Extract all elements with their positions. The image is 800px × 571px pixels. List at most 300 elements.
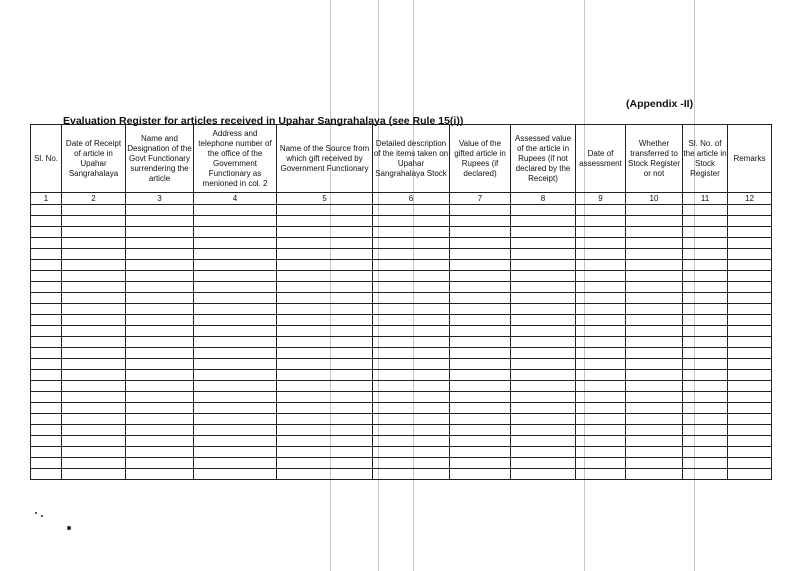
table-cell[interactable] xyxy=(576,216,626,227)
table-cell[interactable] xyxy=(576,425,626,436)
table-cell[interactable] xyxy=(511,271,576,282)
table-cell[interactable] xyxy=(62,260,126,271)
table-cell[interactable] xyxy=(31,436,62,447)
table-cell[interactable] xyxy=(126,304,194,315)
table-cell[interactable] xyxy=(194,249,277,260)
table-cell[interactable] xyxy=(373,304,450,315)
table-cell[interactable] xyxy=(576,469,626,480)
table-cell[interactable] xyxy=(194,348,277,359)
table-cell[interactable] xyxy=(277,205,373,216)
table-cell[interactable] xyxy=(277,216,373,227)
table-cell[interactable] xyxy=(511,315,576,326)
table-cell[interactable] xyxy=(277,414,373,425)
table-cell[interactable] xyxy=(62,381,126,392)
table-cell[interactable] xyxy=(126,271,194,282)
table-cell[interactable] xyxy=(31,447,62,458)
table-cell[interactable] xyxy=(626,205,683,216)
table-cell[interactable] xyxy=(62,271,126,282)
table-cell[interactable] xyxy=(576,282,626,293)
table-cell[interactable] xyxy=(373,205,450,216)
table-cell[interactable] xyxy=(126,436,194,447)
table-cell[interactable] xyxy=(194,392,277,403)
table-cell[interactable] xyxy=(277,436,373,447)
table-cell[interactable] xyxy=(277,260,373,271)
table-cell[interactable] xyxy=(31,315,62,326)
table-cell[interactable] xyxy=(511,359,576,370)
table-cell[interactable] xyxy=(511,205,576,216)
table-cell[interactable] xyxy=(126,238,194,249)
table-cell[interactable] xyxy=(576,436,626,447)
table-cell[interactable] xyxy=(511,304,576,315)
table-cell[interactable] xyxy=(277,359,373,370)
table-cell[interactable] xyxy=(126,392,194,403)
table-cell[interactable] xyxy=(683,326,728,337)
table-cell[interactable] xyxy=(511,216,576,227)
table-cell[interactable] xyxy=(728,304,772,315)
table-cell[interactable] xyxy=(194,381,277,392)
table-cell[interactable] xyxy=(373,271,450,282)
table-cell[interactable] xyxy=(126,249,194,260)
table-cell[interactable] xyxy=(511,392,576,403)
table-cell[interactable] xyxy=(31,205,62,216)
table-cell[interactable] xyxy=(450,227,511,238)
table-cell[interactable] xyxy=(511,458,576,469)
table-cell[interactable] xyxy=(511,403,576,414)
table-cell[interactable] xyxy=(511,293,576,304)
table-cell[interactable] xyxy=(62,205,126,216)
table-cell[interactable] xyxy=(683,381,728,392)
table-cell[interactable] xyxy=(126,359,194,370)
table-cell[interactable] xyxy=(277,403,373,414)
table-cell[interactable] xyxy=(194,414,277,425)
table-cell[interactable] xyxy=(277,227,373,238)
table-cell[interactable] xyxy=(194,403,277,414)
table-cell[interactable] xyxy=(194,447,277,458)
table-cell[interactable] xyxy=(728,216,772,227)
table-cell[interactable] xyxy=(450,337,511,348)
table-cell[interactable] xyxy=(683,249,728,260)
table-cell[interactable] xyxy=(576,370,626,381)
table-cell[interactable] xyxy=(626,304,683,315)
table-cell[interactable] xyxy=(626,436,683,447)
table-cell[interactable] xyxy=(576,260,626,271)
table-cell[interactable] xyxy=(511,348,576,359)
table-cell[interactable] xyxy=(728,293,772,304)
table-cell[interactable] xyxy=(194,216,277,227)
table-cell[interactable] xyxy=(683,469,728,480)
table-cell[interactable] xyxy=(194,260,277,271)
table-cell[interactable] xyxy=(373,436,450,447)
table-cell[interactable] xyxy=(373,425,450,436)
table-cell[interactable] xyxy=(277,238,373,249)
table-cell[interactable] xyxy=(277,348,373,359)
table-cell[interactable] xyxy=(626,260,683,271)
table-cell[interactable] xyxy=(450,216,511,227)
table-cell[interactable] xyxy=(62,249,126,260)
table-cell[interactable] xyxy=(277,304,373,315)
table-cell[interactable] xyxy=(511,414,576,425)
table-cell[interactable] xyxy=(31,359,62,370)
table-cell[interactable] xyxy=(450,458,511,469)
table-cell[interactable] xyxy=(126,205,194,216)
table-cell[interactable] xyxy=(62,392,126,403)
table-cell[interactable] xyxy=(373,403,450,414)
table-cell[interactable] xyxy=(373,293,450,304)
table-cell[interactable] xyxy=(683,436,728,447)
table-cell[interactable] xyxy=(576,458,626,469)
table-cell[interactable] xyxy=(373,249,450,260)
table-cell[interactable] xyxy=(126,425,194,436)
table-cell[interactable] xyxy=(683,414,728,425)
table-cell[interactable] xyxy=(626,282,683,293)
table-cell[interactable] xyxy=(194,315,277,326)
table-cell[interactable] xyxy=(31,227,62,238)
table-cell[interactable] xyxy=(450,359,511,370)
table-cell[interactable] xyxy=(683,293,728,304)
table-cell[interactable] xyxy=(511,282,576,293)
table-cell[interactable] xyxy=(511,469,576,480)
table-cell[interactable] xyxy=(62,238,126,249)
table-cell[interactable] xyxy=(277,447,373,458)
table-cell[interactable] xyxy=(450,271,511,282)
table-cell[interactable] xyxy=(62,370,126,381)
table-cell[interactable] xyxy=(576,304,626,315)
table-cell[interactable] xyxy=(373,282,450,293)
table-cell[interactable] xyxy=(626,447,683,458)
table-cell[interactable] xyxy=(728,425,772,436)
table-cell[interactable] xyxy=(683,205,728,216)
table-cell[interactable] xyxy=(728,436,772,447)
table-cell[interactable] xyxy=(277,249,373,260)
table-cell[interactable] xyxy=(126,469,194,480)
table-cell[interactable] xyxy=(683,370,728,381)
table-cell[interactable] xyxy=(683,304,728,315)
table-cell[interactable] xyxy=(626,293,683,304)
table-cell[interactable] xyxy=(194,469,277,480)
table-cell[interactable] xyxy=(126,458,194,469)
table-cell[interactable] xyxy=(194,304,277,315)
table-cell[interactable] xyxy=(728,315,772,326)
table-cell[interactable] xyxy=(728,271,772,282)
table-cell[interactable] xyxy=(450,469,511,480)
table-cell[interactable] xyxy=(576,227,626,238)
table-cell[interactable] xyxy=(126,315,194,326)
table-cell[interactable] xyxy=(576,326,626,337)
table-cell[interactable] xyxy=(373,315,450,326)
table-cell[interactable] xyxy=(626,458,683,469)
table-cell[interactable] xyxy=(626,216,683,227)
table-cell[interactable] xyxy=(576,381,626,392)
table-cell[interactable] xyxy=(626,326,683,337)
table-cell[interactable] xyxy=(728,227,772,238)
table-cell[interactable] xyxy=(62,447,126,458)
table-cell[interactable] xyxy=(450,304,511,315)
table-cell[interactable] xyxy=(373,392,450,403)
table-cell[interactable] xyxy=(626,348,683,359)
table-cell[interactable] xyxy=(728,348,772,359)
table-cell[interactable] xyxy=(31,403,62,414)
table-cell[interactable] xyxy=(683,359,728,370)
table-cell[interactable] xyxy=(62,216,126,227)
table-cell[interactable] xyxy=(126,348,194,359)
table-cell[interactable] xyxy=(373,447,450,458)
table-cell[interactable] xyxy=(277,315,373,326)
table-cell[interactable] xyxy=(683,392,728,403)
table-cell[interactable] xyxy=(683,403,728,414)
table-cell[interactable] xyxy=(194,238,277,249)
table-cell[interactable] xyxy=(576,359,626,370)
table-cell[interactable] xyxy=(277,392,373,403)
table-cell[interactable] xyxy=(373,227,450,238)
table-cell[interactable] xyxy=(576,348,626,359)
table-cell[interactable] xyxy=(277,293,373,304)
table-cell[interactable] xyxy=(576,315,626,326)
table-cell[interactable] xyxy=(626,414,683,425)
table-cell[interactable] xyxy=(576,414,626,425)
table-cell[interactable] xyxy=(31,458,62,469)
table-cell[interactable] xyxy=(194,227,277,238)
table-cell[interactable] xyxy=(511,436,576,447)
table-cell[interactable] xyxy=(683,282,728,293)
table-cell[interactable] xyxy=(683,425,728,436)
table-cell[interactable] xyxy=(576,249,626,260)
table-cell[interactable] xyxy=(450,260,511,271)
table-cell[interactable] xyxy=(450,403,511,414)
table-cell[interactable] xyxy=(626,392,683,403)
table-cell[interactable] xyxy=(450,447,511,458)
table-cell[interactable] xyxy=(683,227,728,238)
table-cell[interactable] xyxy=(31,282,62,293)
table-cell[interactable] xyxy=(626,249,683,260)
table-cell[interactable] xyxy=(728,458,772,469)
table-cell[interactable] xyxy=(31,216,62,227)
table-cell[interactable] xyxy=(62,359,126,370)
table-cell[interactable] xyxy=(728,337,772,348)
table-cell[interactable] xyxy=(31,249,62,260)
table-cell[interactable] xyxy=(194,370,277,381)
table-cell[interactable] xyxy=(126,293,194,304)
table-cell[interactable] xyxy=(728,249,772,260)
table-cell[interactable] xyxy=(626,359,683,370)
table-cell[interactable] xyxy=(728,447,772,458)
table-cell[interactable] xyxy=(373,348,450,359)
table-cell[interactable] xyxy=(31,414,62,425)
table-cell[interactable] xyxy=(576,337,626,348)
table-cell[interactable] xyxy=(683,260,728,271)
table-cell[interactable] xyxy=(373,216,450,227)
table-cell[interactable] xyxy=(126,227,194,238)
table-cell[interactable] xyxy=(683,447,728,458)
table-cell[interactable] xyxy=(576,205,626,216)
table-cell[interactable] xyxy=(31,381,62,392)
table-cell[interactable] xyxy=(626,337,683,348)
table-cell[interactable] xyxy=(511,381,576,392)
table-cell[interactable] xyxy=(511,260,576,271)
table-cell[interactable] xyxy=(511,249,576,260)
table-cell[interactable] xyxy=(728,370,772,381)
table-cell[interactable] xyxy=(511,425,576,436)
table-cell[interactable] xyxy=(728,326,772,337)
table-cell[interactable] xyxy=(31,271,62,282)
table-cell[interactable] xyxy=(626,370,683,381)
table-cell[interactable] xyxy=(450,238,511,249)
table-cell[interactable] xyxy=(194,458,277,469)
table-cell[interactable] xyxy=(626,238,683,249)
table-cell[interactable] xyxy=(62,403,126,414)
table-cell[interactable] xyxy=(62,337,126,348)
table-cell[interactable] xyxy=(511,326,576,337)
table-cell[interactable] xyxy=(126,326,194,337)
table-cell[interactable] xyxy=(126,216,194,227)
table-cell[interactable] xyxy=(277,370,373,381)
table-cell[interactable] xyxy=(277,381,373,392)
table-cell[interactable] xyxy=(194,271,277,282)
table-cell[interactable] xyxy=(62,304,126,315)
table-cell[interactable] xyxy=(450,326,511,337)
table-cell[interactable] xyxy=(62,436,126,447)
table-cell[interactable] xyxy=(194,337,277,348)
table-cell[interactable] xyxy=(511,337,576,348)
table-cell[interactable] xyxy=(373,381,450,392)
table-cell[interactable] xyxy=(373,370,450,381)
table-cell[interactable] xyxy=(683,458,728,469)
table-cell[interactable] xyxy=(728,282,772,293)
table-cell[interactable] xyxy=(194,205,277,216)
table-cell[interactable] xyxy=(62,469,126,480)
table-cell[interactable] xyxy=(194,359,277,370)
table-cell[interactable] xyxy=(450,425,511,436)
table-cell[interactable] xyxy=(194,282,277,293)
table-cell[interactable] xyxy=(450,315,511,326)
table-cell[interactable] xyxy=(126,282,194,293)
table-cell[interactable] xyxy=(373,260,450,271)
table-cell[interactable] xyxy=(728,359,772,370)
table-cell[interactable] xyxy=(511,447,576,458)
table-cell[interactable] xyxy=(194,326,277,337)
table-cell[interactable] xyxy=(683,238,728,249)
table-cell[interactable] xyxy=(626,425,683,436)
table-cell[interactable] xyxy=(277,458,373,469)
table-cell[interactable] xyxy=(683,348,728,359)
table-cell[interactable] xyxy=(31,469,62,480)
table-cell[interactable] xyxy=(683,216,728,227)
table-cell[interactable] xyxy=(31,326,62,337)
table-cell[interactable] xyxy=(126,370,194,381)
table-cell[interactable] xyxy=(728,392,772,403)
table-cell[interactable] xyxy=(62,293,126,304)
table-cell[interactable] xyxy=(62,315,126,326)
table-cell[interactable] xyxy=(62,458,126,469)
table-cell[interactable] xyxy=(450,348,511,359)
table-cell[interactable] xyxy=(277,425,373,436)
table-cell[interactable] xyxy=(728,238,772,249)
table-cell[interactable] xyxy=(728,205,772,216)
table-cell[interactable] xyxy=(126,403,194,414)
table-cell[interactable] xyxy=(194,425,277,436)
table-cell[interactable] xyxy=(683,315,728,326)
table-cell[interactable] xyxy=(626,315,683,326)
table-cell[interactable] xyxy=(373,414,450,425)
table-cell[interactable] xyxy=(126,337,194,348)
table-cell[interactable] xyxy=(511,227,576,238)
table-cell[interactable] xyxy=(626,271,683,282)
table-cell[interactable] xyxy=(728,469,772,480)
table-cell[interactable] xyxy=(31,337,62,348)
table-cell[interactable] xyxy=(373,359,450,370)
table-cell[interactable] xyxy=(450,205,511,216)
table-cell[interactable] xyxy=(373,326,450,337)
table-cell[interactable] xyxy=(31,392,62,403)
table-cell[interactable] xyxy=(373,458,450,469)
table-cell[interactable] xyxy=(450,249,511,260)
table-cell[interactable] xyxy=(683,337,728,348)
table-cell[interactable] xyxy=(511,238,576,249)
table-cell[interactable] xyxy=(194,436,277,447)
table-cell[interactable] xyxy=(277,326,373,337)
table-cell[interactable] xyxy=(626,381,683,392)
table-cell[interactable] xyxy=(626,469,683,480)
table-cell[interactable] xyxy=(683,271,728,282)
table-cell[interactable] xyxy=(31,304,62,315)
table-cell[interactable] xyxy=(31,370,62,381)
table-cell[interactable] xyxy=(31,293,62,304)
table-cell[interactable] xyxy=(62,282,126,293)
table-cell[interactable] xyxy=(450,392,511,403)
table-cell[interactable] xyxy=(126,447,194,458)
table-cell[interactable] xyxy=(450,293,511,304)
table-cell[interactable] xyxy=(126,381,194,392)
table-cell[interactable] xyxy=(728,403,772,414)
table-cell[interactable] xyxy=(576,271,626,282)
table-cell[interactable] xyxy=(373,469,450,480)
table-cell[interactable] xyxy=(62,414,126,425)
table-cell[interactable] xyxy=(450,414,511,425)
table-cell[interactable] xyxy=(626,227,683,238)
table-cell[interactable] xyxy=(194,293,277,304)
table-cell[interactable] xyxy=(31,260,62,271)
table-cell[interactable] xyxy=(450,381,511,392)
table-cell[interactable] xyxy=(62,326,126,337)
table-cell[interactable] xyxy=(277,469,373,480)
table-cell[interactable] xyxy=(373,337,450,348)
table-cell[interactable] xyxy=(728,381,772,392)
table-cell[interactable] xyxy=(31,238,62,249)
table-cell[interactable] xyxy=(62,348,126,359)
table-cell[interactable] xyxy=(373,238,450,249)
table-cell[interactable] xyxy=(728,414,772,425)
table-cell[interactable] xyxy=(576,293,626,304)
table-cell[interactable] xyxy=(576,403,626,414)
table-cell[interactable] xyxy=(277,282,373,293)
table-cell[interactable] xyxy=(576,392,626,403)
table-cell[interactable] xyxy=(450,370,511,381)
table-cell[interactable] xyxy=(277,271,373,282)
table-cell[interactable] xyxy=(450,436,511,447)
table-cell[interactable] xyxy=(126,414,194,425)
table-cell[interactable] xyxy=(126,260,194,271)
table-cell[interactable] xyxy=(31,348,62,359)
table-cell[interactable] xyxy=(728,260,772,271)
table-cell[interactable] xyxy=(450,282,511,293)
table-cell[interactable] xyxy=(62,227,126,238)
table-cell[interactable] xyxy=(31,425,62,436)
table-cell[interactable] xyxy=(576,447,626,458)
table-cell[interactable] xyxy=(626,403,683,414)
table-cell[interactable] xyxy=(62,425,126,436)
table-cell[interactable] xyxy=(576,238,626,249)
table-cell[interactable] xyxy=(277,337,373,348)
table-cell[interactable] xyxy=(511,370,576,381)
